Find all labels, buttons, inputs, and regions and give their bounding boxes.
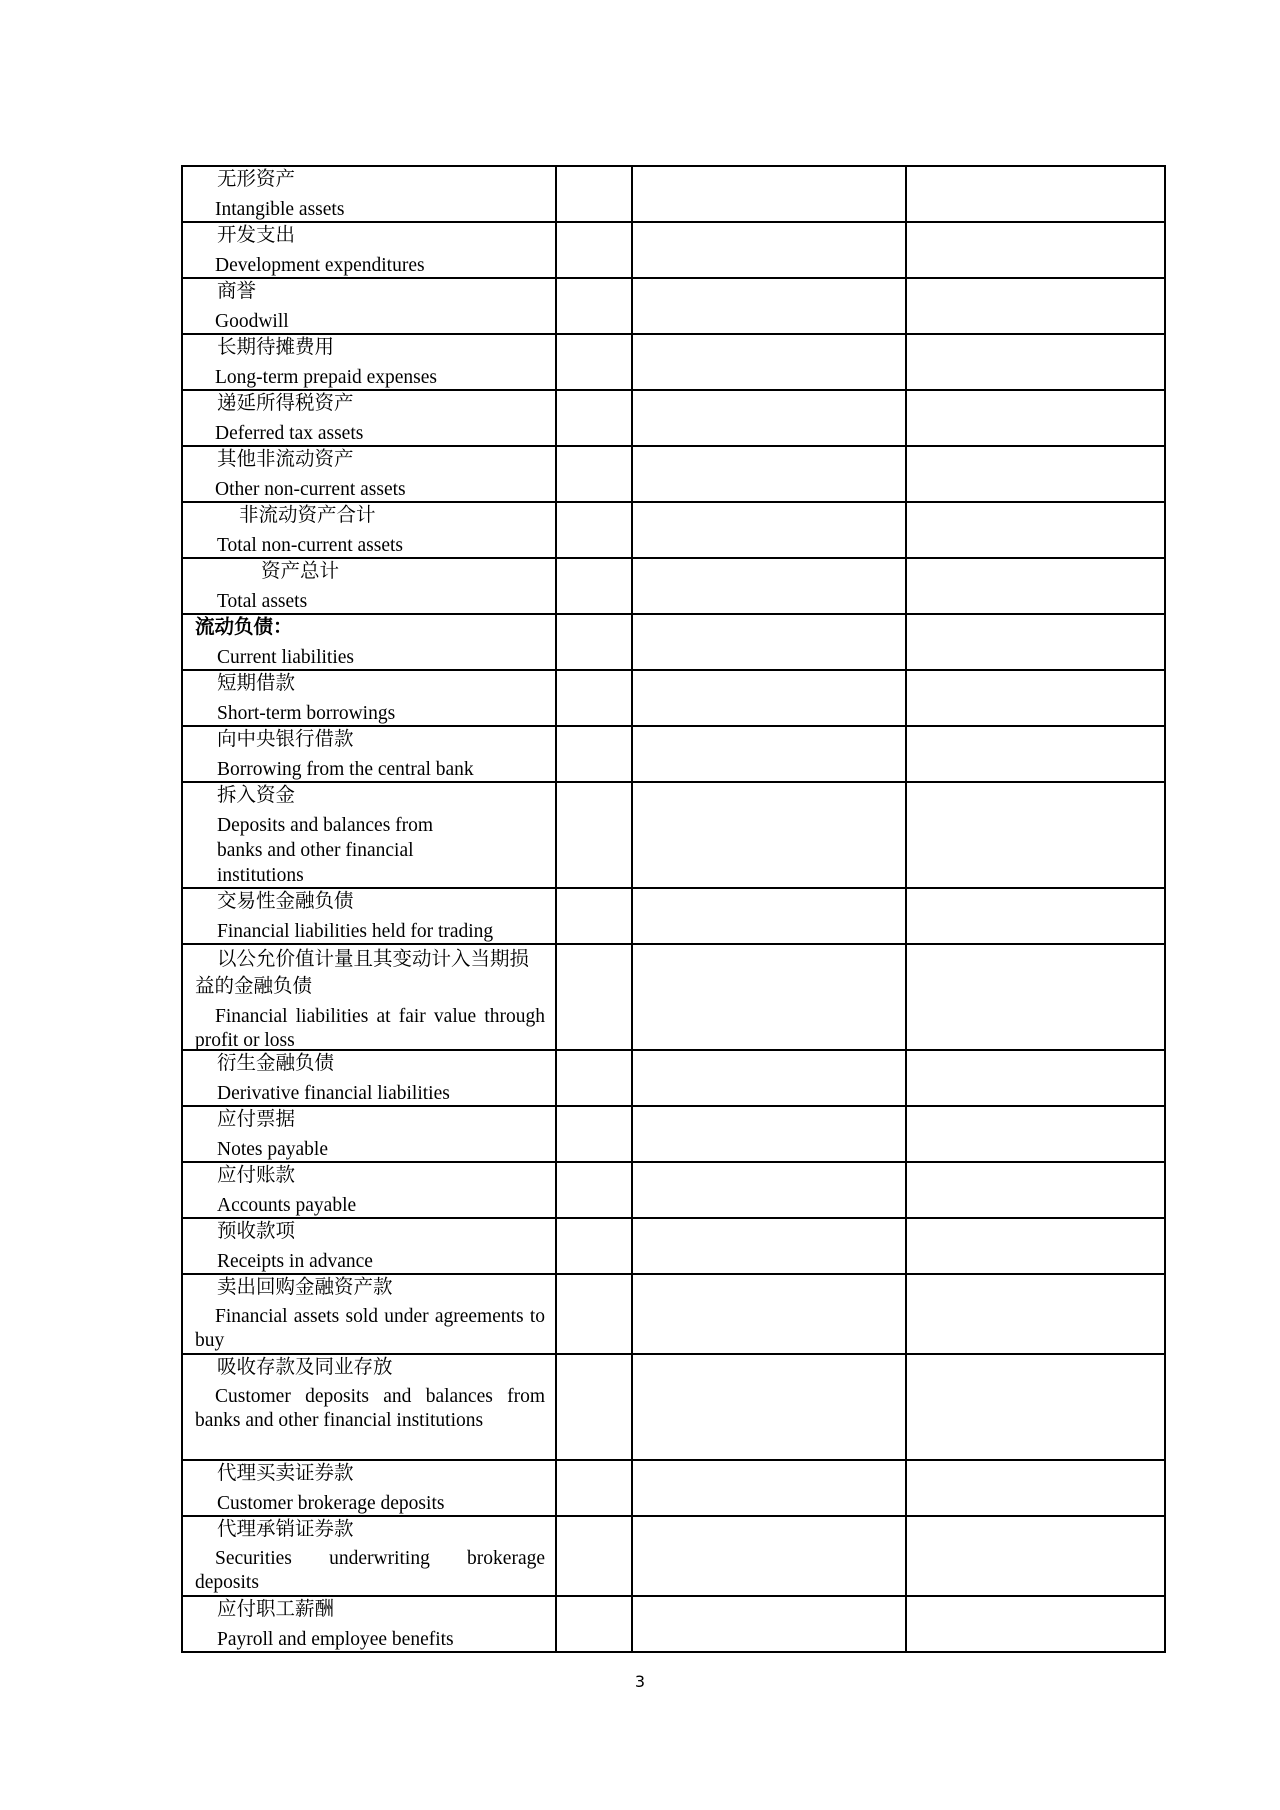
- item-label-zh: 衍生金融负债: [217, 1051, 335, 1074]
- amount-cell: [632, 670, 906, 726]
- table-row: [182, 334, 1165, 390]
- item-label-zh: 其他非流动资产: [217, 447, 354, 470]
- item-cell: [182, 558, 556, 614]
- note-cell: [556, 1596, 632, 1652]
- amount-cell: [632, 166, 906, 222]
- item-cell: [182, 944, 556, 1050]
- item-label-zh: 应付账款: [217, 1163, 296, 1186]
- item-cell: [182, 166, 556, 222]
- item-cell: [182, 782, 556, 888]
- item-cell: [182, 1050, 556, 1106]
- item-label-en: Deferred tax assets: [215, 423, 364, 444]
- table-row: [182, 166, 1165, 222]
- table-row: [182, 390, 1165, 446]
- item-label-zh: 短期借款: [217, 671, 296, 694]
- amount-cell: [906, 502, 1165, 558]
- item-cell: [182, 1106, 556, 1162]
- table-row: [182, 1354, 1165, 1460]
- note-cell: [556, 334, 632, 390]
- table-row: [182, 726, 1165, 782]
- page-number: 3: [634, 1672, 646, 1691]
- amount-cell: [632, 1106, 906, 1162]
- note-cell: [556, 782, 632, 888]
- note-cell: [556, 278, 632, 334]
- note-cell: [556, 670, 632, 726]
- amount-cell: [632, 1460, 906, 1516]
- table-row: [182, 1274, 1165, 1354]
- amount-cell: [906, 1516, 1165, 1596]
- item-label-en: Financial assets sold under agreements to buy: [195, 1306, 545, 1351]
- item-label-en: Receipts in advance: [217, 1251, 373, 1272]
- note-cell: [556, 944, 632, 1050]
- item-label-en: Deposits and balances from banks and other financial institutions: [217, 815, 434, 886]
- amount-cell: [632, 446, 906, 502]
- item-label-en: Total assets: [217, 591, 308, 612]
- section-heading-zh: 流动负债：: [195, 615, 293, 638]
- amount-cell: [632, 278, 906, 334]
- item-label-zh: 商誉: [217, 279, 257, 302]
- item-cell: [182, 390, 556, 446]
- note-cell: [556, 1106, 632, 1162]
- item-label-zh: 向中央银行借款: [217, 727, 354, 750]
- balance-sheet: [181, 165, 1164, 1653]
- amount-cell: [906, 614, 1165, 670]
- amount-cell: [632, 726, 906, 782]
- item-label-zh: 非流动资产合计: [239, 503, 376, 526]
- item-cell: [182, 1218, 556, 1274]
- section-heading-en: Current liabilities: [217, 647, 355, 668]
- table-row: [182, 1516, 1165, 1596]
- item-cell: [182, 888, 556, 944]
- item-label-zh: 吸收存款及同业存放: [217, 1355, 393, 1378]
- amount-cell: [632, 1274, 906, 1354]
- amount-cell: [632, 1596, 906, 1652]
- item-label-zh: 资产总计: [261, 559, 340, 582]
- amount-cell: [906, 278, 1165, 334]
- table-row: [182, 1162, 1165, 1218]
- item-cell: [182, 1516, 556, 1596]
- item-label-en: Financial liabilities held for trading: [217, 921, 494, 942]
- amount-cell: [632, 502, 906, 558]
- note-cell: [556, 1460, 632, 1516]
- item-label-en: Other non-current assets: [215, 479, 406, 500]
- item-cell: [182, 446, 556, 502]
- item-label-en: Accounts payable: [217, 1195, 357, 1216]
- note-cell: [556, 502, 632, 558]
- table-row: [182, 502, 1165, 558]
- item-cell: [182, 1274, 556, 1354]
- amount-cell: [906, 222, 1165, 278]
- item-label-en: Development expenditures: [215, 255, 425, 276]
- amount-cell: [906, 1596, 1165, 1652]
- amount-cell: [906, 166, 1165, 222]
- amount-cell: [906, 670, 1165, 726]
- item-cell: [182, 1354, 556, 1460]
- amount-cell: [906, 888, 1165, 944]
- amount-cell: [906, 726, 1165, 782]
- amount-cell: [632, 888, 906, 944]
- amount-cell: [906, 782, 1165, 888]
- amount-cell: [906, 1218, 1165, 1274]
- table-row: [182, 1218, 1165, 1274]
- note-cell: [556, 1354, 632, 1460]
- item-cell: [182, 614, 556, 670]
- item-label-en: Customer brokerage deposits: [217, 1493, 445, 1514]
- item-label-zh: 开发支出: [217, 223, 296, 246]
- item-label-zh: 代理买卖证券款: [217, 1461, 354, 1484]
- item-label-zh: 预收款项: [217, 1219, 296, 1242]
- item-cell: [182, 502, 556, 558]
- item-label-zh: 卖出回购金融资产款: [217, 1275, 393, 1298]
- amount-cell: [906, 390, 1165, 446]
- amount-cell: [632, 1218, 906, 1274]
- item-cell: [182, 1596, 556, 1652]
- item-label-en: Short-term borrowings: [217, 703, 396, 724]
- amount-cell: [906, 1162, 1165, 1218]
- amount-cell: [632, 1050, 906, 1106]
- note-cell: [556, 1050, 632, 1106]
- amount-cell: [906, 334, 1165, 390]
- balance-sheet-table: [181, 165, 1166, 1653]
- item-label-en: Borrowing from the central bank: [217, 759, 474, 780]
- amount-cell: [906, 1354, 1165, 1460]
- note-cell: [556, 166, 632, 222]
- item-cell: [182, 222, 556, 278]
- amount-cell: [632, 390, 906, 446]
- table-row: [182, 1106, 1165, 1162]
- item-label-en: Customer deposits and balances from banks and other financial institutions: [195, 1386, 545, 1431]
- amount-cell: [632, 782, 906, 888]
- item-label-zh: 应付票据: [217, 1107, 296, 1130]
- table-row: [182, 222, 1165, 278]
- item-cell: [182, 1460, 556, 1516]
- note-cell: [556, 726, 632, 782]
- item-cell: [182, 726, 556, 782]
- note-cell: [556, 446, 632, 502]
- table-row: [182, 670, 1165, 726]
- item-label-en: Securities underwriting brokerage deposits: [195, 1548, 545, 1593]
- item-label-zh: 以公允价值计量且其变动计入当期损益的金融负债: [195, 947, 530, 997]
- item-label-zh: 交易性金融负债: [217, 889, 354, 912]
- amount-cell: [632, 1354, 906, 1460]
- item-label-zh: 无形资产: [217, 167, 296, 190]
- amount-cell: [632, 1162, 906, 1218]
- amount-cell: [906, 1106, 1165, 1162]
- item-cell: [182, 670, 556, 726]
- amount-cell: [906, 944, 1165, 1050]
- item-label-en: Notes payable: [217, 1139, 329, 1160]
- item-cell: [182, 1162, 556, 1218]
- note-cell: [556, 558, 632, 614]
- table-row: [182, 446, 1165, 502]
- amount-cell: [906, 1050, 1165, 1106]
- table-row: [182, 1596, 1165, 1652]
- item-label-zh: 长期待摊费用: [217, 335, 335, 358]
- item-label-en: Derivative financial liabilities: [217, 1083, 450, 1104]
- amount-cell: [906, 1460, 1165, 1516]
- note-cell: [556, 1218, 632, 1274]
- amount-cell: [906, 1274, 1165, 1354]
- table-row: [182, 888, 1165, 944]
- amount-cell: [906, 558, 1165, 614]
- item-label-zh: 拆入资金: [217, 783, 296, 806]
- table-row: [182, 782, 1165, 888]
- table-row: [182, 1050, 1165, 1106]
- table-row: [182, 944, 1165, 1050]
- item-cell: [182, 334, 556, 390]
- item-label-zh: 代理承销证券款: [217, 1517, 354, 1540]
- amount-cell: [632, 222, 906, 278]
- note-cell: [556, 1162, 632, 1218]
- item-label-zh: 应付职工薪酬: [217, 1597, 335, 1620]
- item-label-en: Long-term prepaid expenses: [215, 367, 438, 388]
- item-label-zh: 递延所得税资产: [217, 391, 354, 414]
- table-row: [182, 278, 1165, 334]
- item-label-en: Goodwill: [215, 311, 289, 332]
- amount-cell: [632, 334, 906, 390]
- note-cell: [556, 614, 632, 670]
- amount-cell: [632, 558, 906, 614]
- table-row: [182, 558, 1165, 614]
- item-cell: [182, 278, 556, 334]
- amount-cell: [632, 614, 906, 670]
- item-label-en: Total non-current assets: [217, 535, 403, 556]
- note-cell: [556, 1516, 632, 1596]
- note-cell: [556, 390, 632, 446]
- amount-cell: [632, 944, 906, 1050]
- amount-cell: [632, 1516, 906, 1596]
- item-label-en: Intangible assets: [215, 199, 345, 220]
- table-row: [182, 1460, 1165, 1516]
- note-cell: [556, 222, 632, 278]
- table-row: [182, 614, 1165, 670]
- note-cell: [556, 1274, 632, 1354]
- amount-cell: [906, 446, 1165, 502]
- note-cell: [556, 888, 632, 944]
- item-label-en: Financial liabilities at fair value through profit or loss: [195, 1006, 545, 1049]
- item-label-en: Payroll and employee benefits: [217, 1629, 454, 1650]
